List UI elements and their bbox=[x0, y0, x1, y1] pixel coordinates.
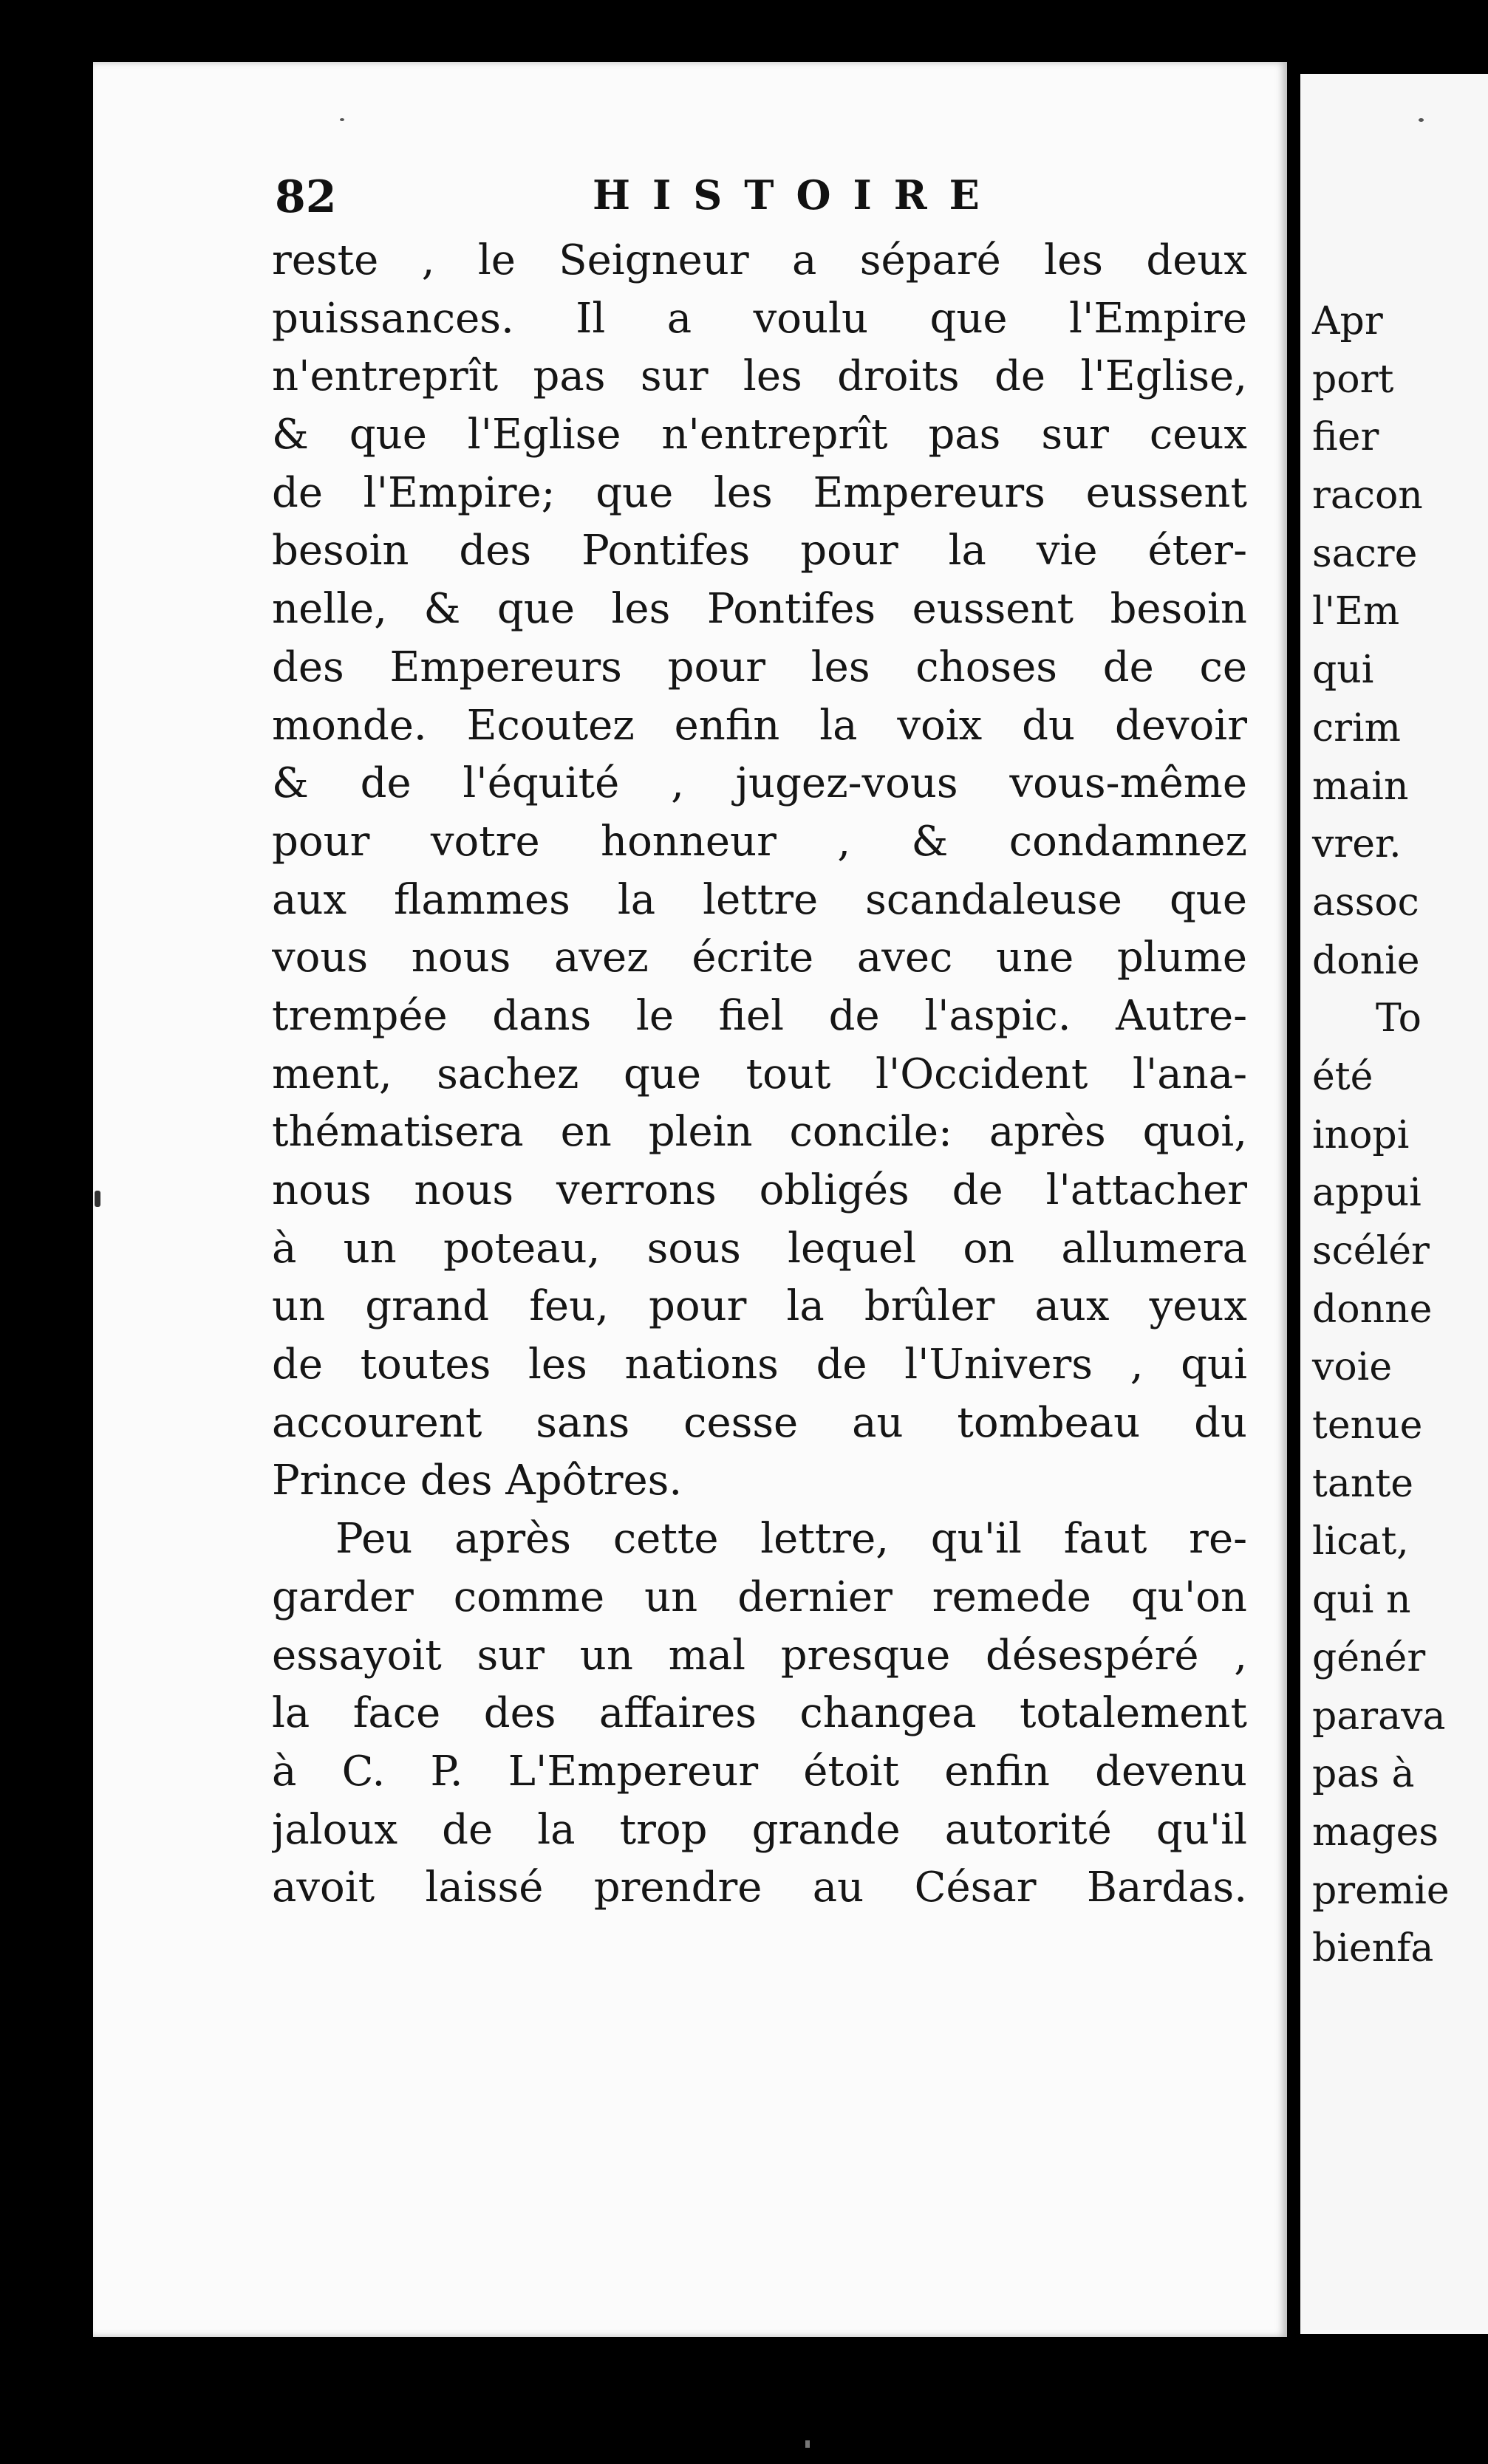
ink-speck bbox=[95, 1191, 100, 1207]
text-line: puissances. Il a voulu que l'Empire bbox=[272, 294, 1247, 343]
scan-mark bbox=[805, 2440, 810, 2448]
ink-speck bbox=[340, 118, 344, 121]
right-line: port bbox=[1312, 357, 1394, 402]
right-line: génér bbox=[1312, 1635, 1426, 1680]
text-line: accourent sans cesse au tombeau du bbox=[272, 1398, 1247, 1447]
text-line: Prince des Apôtres. bbox=[272, 1457, 683, 1505]
text-line: Peu après cette lettre, qu'il faut re- bbox=[335, 1515, 1247, 1564]
right-page bbox=[1287, 74, 1488, 2334]
text-line: à un poteau, sous lequel on allumera bbox=[272, 1224, 1247, 1273]
text-line: & de l'équité , jugez-vous vous-même bbox=[272, 759, 1247, 808]
text-line: de l'Empire; que les Empereurs eussent bbox=[272, 468, 1247, 517]
running-head bbox=[275, 171, 1014, 230]
text-line: jaloux de la trop grande autorité qu'il bbox=[272, 1805, 1247, 1854]
text-line: trempée dans le fiel de l'aspic. Autre- bbox=[272, 991, 1247, 1040]
right-line: premie bbox=[1312, 1868, 1450, 1913]
right-line: inopi bbox=[1312, 1112, 1410, 1157]
text-line: des Empereurs pour les choses de ce bbox=[272, 643, 1247, 691]
text-line: thématisera en plein concile: après quoi, bbox=[272, 1108, 1247, 1157]
right-line: fier bbox=[1312, 415, 1379, 460]
right-line: donie bbox=[1312, 938, 1420, 983]
right-line: qui bbox=[1312, 648, 1374, 693]
text-line: & que l'Eglise n'entreprît pas sur ceux bbox=[272, 411, 1247, 459]
right-line: assoc bbox=[1312, 880, 1419, 925]
right-line: été bbox=[1312, 1054, 1373, 1099]
text-line: essayoit sur un mal presque désespéré , bbox=[272, 1631, 1247, 1680]
page-number: 82 bbox=[275, 171, 337, 223]
text-line: aux flammes la lettre scandaleuse que bbox=[272, 875, 1247, 924]
right-line: vrer. bbox=[1312, 822, 1402, 867]
text-line: vous nous avez écrite avec une plume bbox=[272, 934, 1247, 982]
text-line: n'entreprît pas sur les droits de l'Eglise, bbox=[272, 352, 1247, 401]
right-line: parava bbox=[1312, 1694, 1446, 1739]
text-line: reste , le Seigneur a séparé les deux bbox=[272, 236, 1247, 284]
text-line: nous nous verrons obligés de l'attacher bbox=[272, 1166, 1247, 1214]
text-line: pour votre honneur , & condamnez bbox=[272, 817, 1247, 866]
right-line: scélér bbox=[1312, 1229, 1430, 1273]
right-line: mages bbox=[1312, 1810, 1439, 1855]
text-line: avoit laissé prendre au César Bardas. bbox=[272, 1864, 1247, 1912]
right-line: voie bbox=[1312, 1345, 1393, 1390]
right-line: qui n bbox=[1312, 1578, 1411, 1623]
text-line: ment, sachez que tout l'Occident l'ana- bbox=[272, 1050, 1247, 1098]
ink-speck bbox=[1419, 118, 1424, 122]
text-line: besoin des Pontifes pour la vie éter- bbox=[272, 527, 1247, 575]
right-line: crim bbox=[1312, 705, 1401, 750]
right-line: l'Em bbox=[1312, 589, 1400, 634]
running-title: HISTOIRE bbox=[593, 171, 1002, 219]
right-line: Apr bbox=[1312, 299, 1383, 343]
right-line: licat, bbox=[1312, 1519, 1409, 1564]
text-line: un grand feu, pour la brûler aux yeux bbox=[272, 1282, 1247, 1331]
text-line: nelle, & que les Pontifes eussent besoin bbox=[272, 585, 1247, 634]
right-line: bienfa bbox=[1312, 1926, 1434, 1971]
right-line: tante bbox=[1312, 1461, 1414, 1506]
right-line: main bbox=[1312, 764, 1409, 809]
right-line: appui bbox=[1312, 1171, 1422, 1216]
right-line: tenue bbox=[1312, 1403, 1423, 1448]
text-line: à C. P. L'Empereur étoit enfin devenu bbox=[272, 1747, 1247, 1796]
right-page-text bbox=[1312, 292, 1488, 1978]
right-line: pas à bbox=[1312, 1752, 1415, 1797]
text-line: la face des affaires changea totalement bbox=[272, 1689, 1247, 1738]
right-line: racon bbox=[1312, 473, 1423, 519]
body-text bbox=[272, 232, 1247, 1917]
text-line: garder comme un dernier remede qu'on bbox=[272, 1572, 1247, 1621]
text-line: de toutes les nations de l'Univers , qui bbox=[272, 1341, 1247, 1389]
right-line: sacre bbox=[1312, 531, 1418, 576]
right-line: donne bbox=[1312, 1287, 1433, 1332]
text-line: monde. Ecoutez enfin la voix du devoir bbox=[272, 701, 1247, 750]
right-line: To bbox=[1376, 996, 1422, 1041]
